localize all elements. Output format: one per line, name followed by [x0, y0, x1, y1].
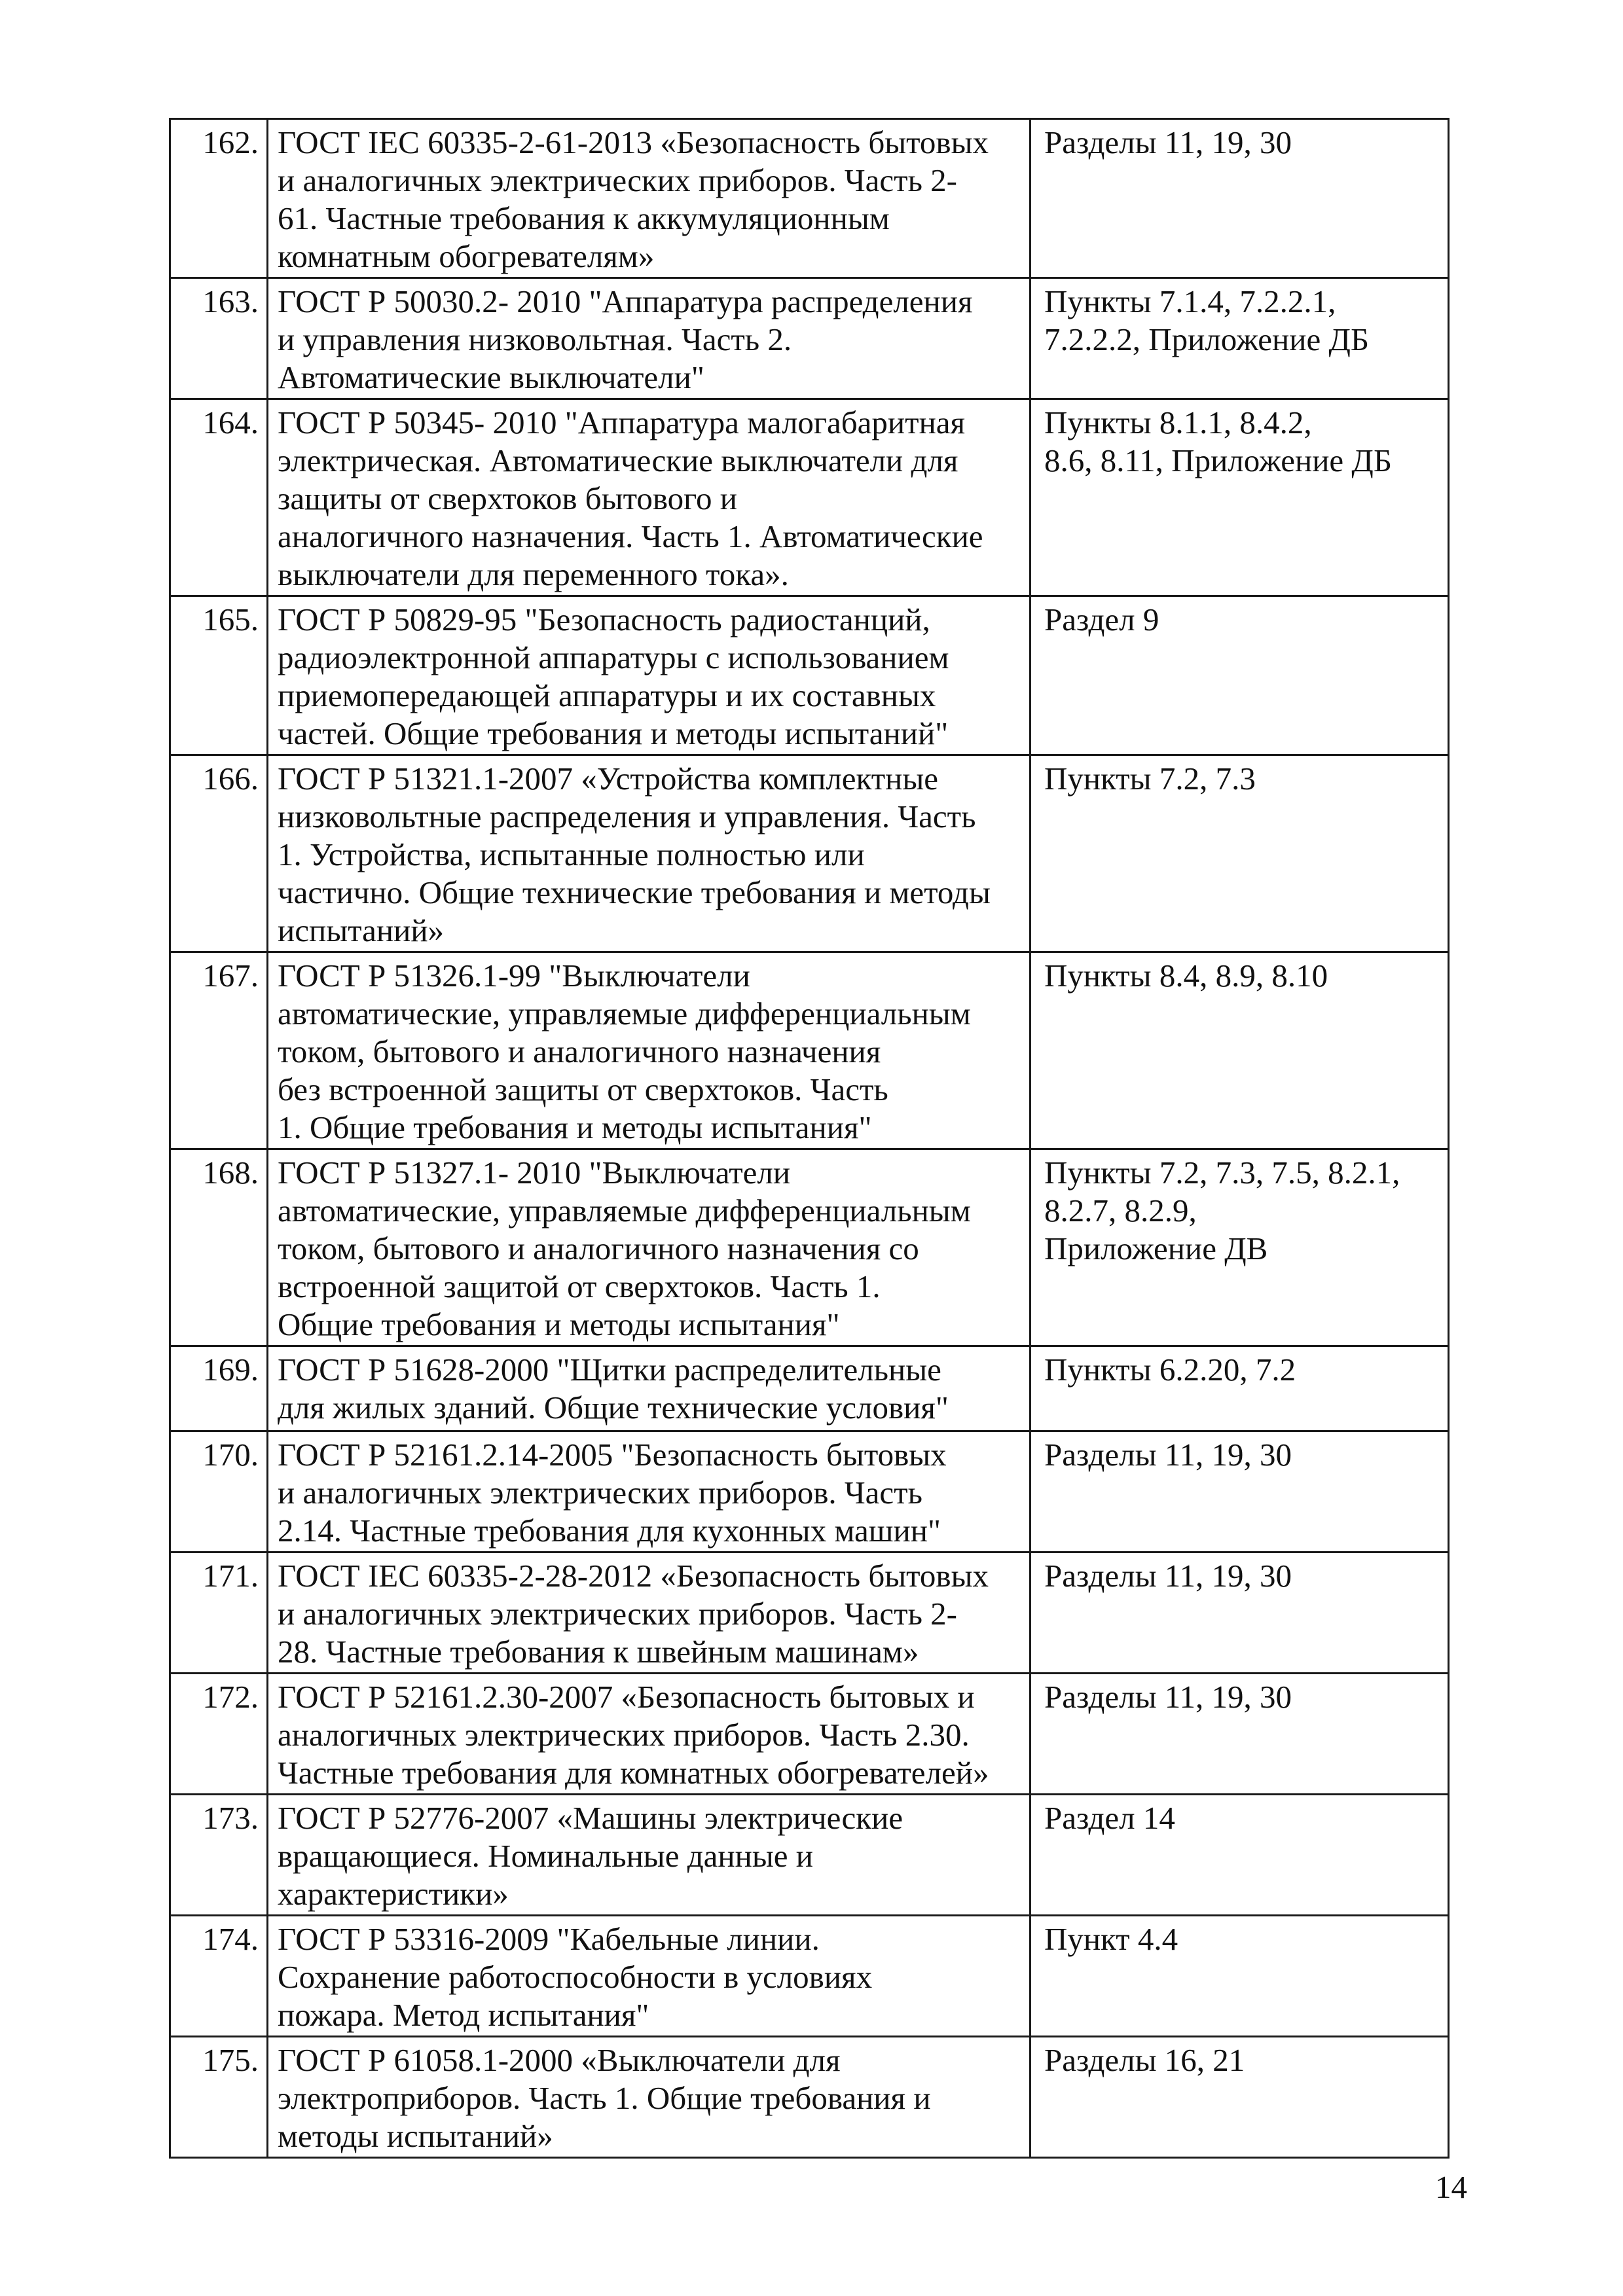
table-row [170, 2037, 1449, 2158]
row-number: 174. [170, 1916, 268, 2037]
row-number: 173. [170, 1795, 268, 1916]
standard-title: ГОСТ Р 52161.2.14-2005 "Безопасность бытовых и аналогичных электрических приборов. Часть 2.14. Частные требования для кухонных машин" [268, 1431, 1030, 1552]
table-row [170, 1431, 1449, 1552]
row-number: 165. [170, 596, 268, 755]
applicable-clauses: Раздел 9 [1030, 596, 1449, 755]
table-row [170, 952, 1449, 1149]
standard-title: ГОСТ Р 61058.1-2000 «Выключатели для электроприборов. Часть 1. Общие требования и методы испытаний» [268, 2037, 1030, 2158]
standard-title: ГОСТ Р 52161.2.30-2007 «Безопасность бытовых и аналогичных электрических приборов. Часть 2.30. Частные требования для комнатных обогревателей» [268, 1674, 1030, 1795]
applicable-clauses: Разделы 11, 19, 30 [1030, 1431, 1449, 1552]
standard-title: ГОСТ Р 52776-2007 «Машины электрические вращающиеся. Номинальные данные и характеристики» [268, 1795, 1030, 1916]
row-number: 175. [170, 2037, 268, 2158]
row-number: 168. [170, 1149, 268, 1346]
applicable-clauses: Раздел 14 [1030, 1795, 1449, 1916]
standard-title: ГОСТ IEC 60335-2-61-2013 «Безопасность бытовых и аналогичных электрических приборов. Часть 2- 61. Частные требования к аккумуляционным комнатным обогревателям» [268, 119, 1030, 278]
applicable-clauses: Разделы 11, 19, 30 [1030, 1674, 1449, 1795]
row-number: 163. [170, 278, 268, 399]
standard-title: ГОСТ Р 51628-2000 "Щитки распределительные для жилых зданий. Общие технические условия" [268, 1346, 1030, 1431]
table-row [170, 1916, 1449, 2037]
row-number: 172. [170, 1674, 268, 1795]
table-row [170, 1795, 1449, 1916]
applicable-clauses: Пункт 4.4 [1030, 1916, 1449, 2037]
standard-title: ГОСТ Р 50829-95 "Безопасность радиостанций, радиоэлектронной аппаратуры с использованием приемопередающей аппаратуры и их составных частей. Общие требования и методы испытаний" [268, 596, 1030, 755]
row-number: 167. [170, 952, 268, 1149]
standards-table-body [170, 119, 1449, 2158]
row-number: 162. [170, 119, 268, 278]
table-row [170, 278, 1449, 399]
row-number: 170. [170, 1431, 268, 1552]
applicable-clauses: Пункты 6.2.20, 7.2 [1030, 1346, 1449, 1431]
table-row [170, 1346, 1449, 1431]
applicable-clauses: Пункты 8.1.1, 8.4.2, 8.6, 8.11, Приложение ДБ [1030, 399, 1449, 596]
row-number: 166. [170, 755, 268, 952]
standard-title: ГОСТ Р 51327.1- 2010 "Выключатели автоматические, управляемые дифференциальным током, бытового и аналогичного назначения со встроенной защитой от сверхтоков. Часть 1. Общие требования и методы испытания" [268, 1149, 1030, 1346]
applicable-clauses: Пункты 7.1.4, 7.2.2.1, 7.2.2.2, Приложение ДБ [1030, 278, 1449, 399]
table-row [170, 1552, 1449, 1674]
table-row [170, 399, 1449, 596]
table-row [170, 119, 1449, 278]
row-number: 169. [170, 1346, 268, 1431]
table-row [170, 596, 1449, 755]
standard-title: ГОСТ Р 53316-2009 "Кабельные линии. Сохранение работоспособности в условиях пожара. Метод испытания" [268, 1916, 1030, 2037]
applicable-clauses: Разделы 11, 19, 30 [1030, 119, 1449, 278]
applicable-clauses: Пункты 8.4, 8.9, 8.10 [1030, 952, 1449, 1149]
standards-table [169, 118, 1450, 2159]
applicable-clauses: Разделы 16, 21 [1030, 2037, 1449, 2158]
table-row [170, 1674, 1449, 1795]
standard-title: ГОСТ Р 50345- 2010 "Аппаратура малогабаритная электрическая. Автоматические выключатели для защиты от сверхтоков бытового и аналогичного назначения. Часть 1. Автоматические выключатели для переменного тока». [268, 399, 1030, 596]
standard-title: ГОСТ Р 50030.2- 2010 "Аппаратура распределения и управления низковольтная. Часть 2. Автоматические выключатели" [268, 278, 1030, 399]
applicable-clauses: Пункты 7.2, 7.3, 7.5, 8.2.1, 8.2.7, 8.2.9, Приложение ДВ [1030, 1149, 1449, 1346]
row-number: 164. [170, 399, 268, 596]
row-number: 171. [170, 1552, 268, 1674]
standard-title: ГОСТ Р 51326.1-99 "Выключатели автоматические, управляемые дифференциальным током, бытового и аналогичного назначения без встроенной защиты от сверхтоков. Часть 1. Общие требования и методы испытания" [268, 952, 1030, 1149]
standard-title: ГОСТ IEC 60335-2-28-2012 «Безопасность бытовых и аналогичных электрических приборов. Часть 2- 28. Частные требования к швейным машинам» [268, 1552, 1030, 1674]
table-row [170, 755, 1449, 952]
table-row [170, 1149, 1449, 1346]
standard-title: ГОСТ Р 51321.1-2007 «Устройства комплектные низковольтные распределения и управления. Часть 1. Устройства, испытанные полностью или частично. Общие технические требования и методы испытаний» [268, 755, 1030, 952]
applicable-clauses: Пункты 7.2, 7.3 [1030, 755, 1449, 952]
applicable-clauses: Разделы 11, 19, 30 [1030, 1552, 1449, 1674]
page-number: 14 [1435, 2169, 1467, 2205]
